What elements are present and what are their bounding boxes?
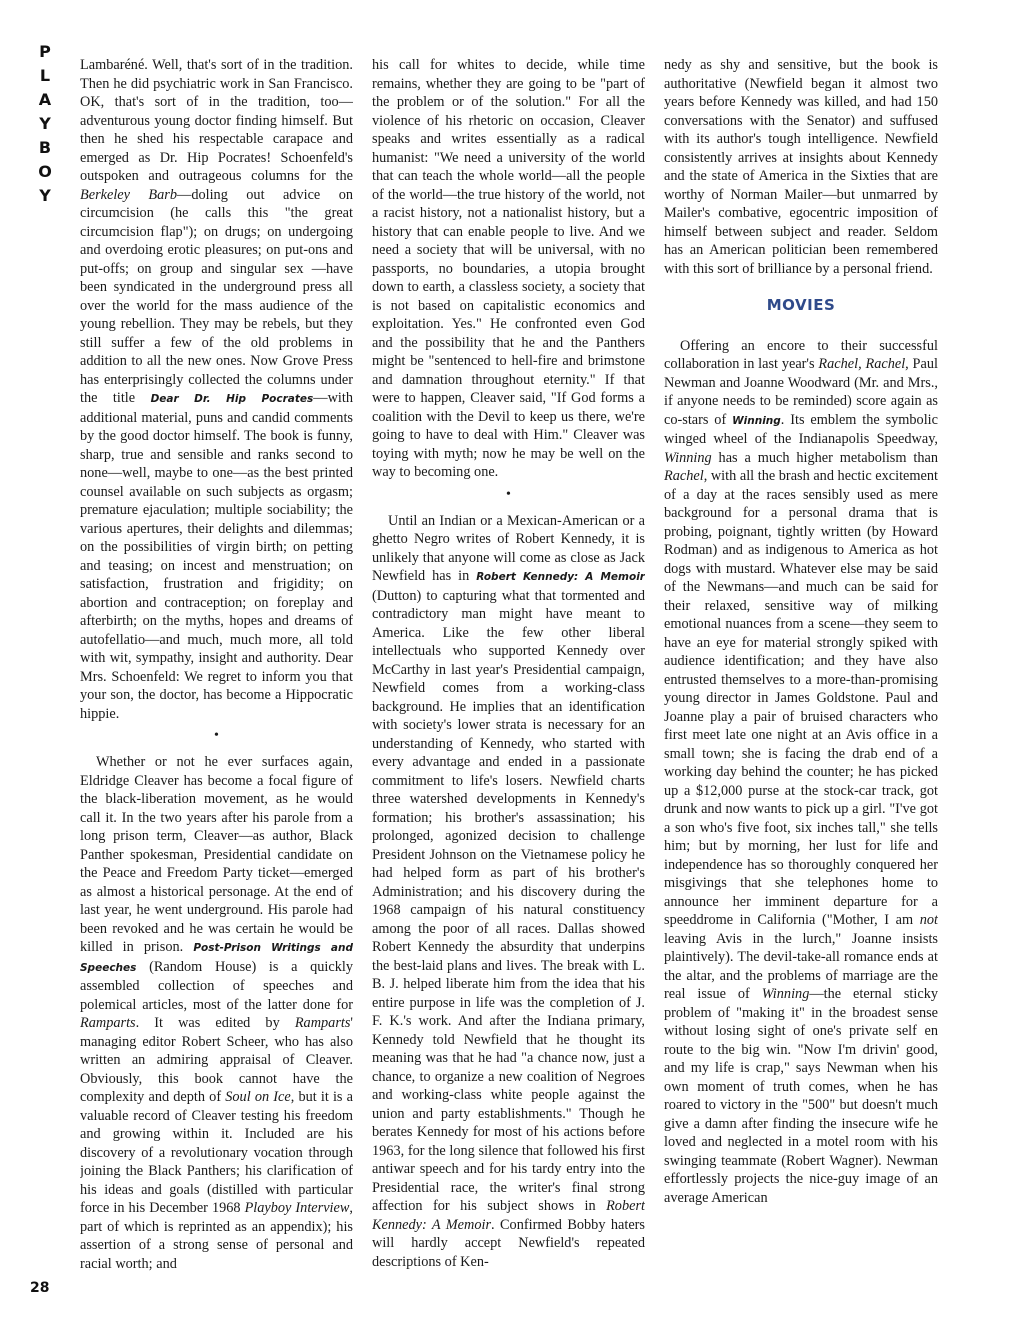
text-run: Whether or not he ever surfaces again, Eldridge Cleaver has become a focal figure of the black-liberation movement, as he would call it. In the two years after his parole from a long prison term, Cleaver—as author, Black Panther spokesman, Presidential candidate on the Peace and Freedom Party ticket—emerged as almost a historical personage. At the end of last year, he went underground. His parole had been revoked and he was certain he would be killed in prison.: [80, 754, 353, 955]
text-run: leaving Avis in the lurch," Joanne insists plaintively). The devil-take-all romance ends at the altar, and the problems of marriage are the real issue of: [664, 930, 938, 1002]
title-run: Berkeley Barb: [80, 186, 178, 203]
title-run: Winning: [732, 414, 781, 427]
title-run: Rachel: [664, 468, 704, 484]
page-number: 28: [30, 1280, 50, 1296]
title-run: Winning: [761, 986, 810, 1002]
masthead-letter: P: [39, 42, 51, 61]
title-run: Ramparts: [294, 1015, 351, 1031]
body-paragraph: [664, 337, 938, 1208]
title-run: Winning: [664, 449, 712, 466]
masthead-letter: Y: [39, 186, 51, 205]
magazine-masthead-vertical: [22, 40, 68, 208]
text-run: Until an Indian or a Mexican-American or a ghetto Negro writes of Robert Kennedy, it is unlikely that anyone will come as close as Jack Newfield has in: [372, 512, 645, 584]
text-column-2: [372, 56, 645, 1296]
title-run: Soul on Ice: [225, 1089, 291, 1105]
title-run: Rachel, Rachel: [818, 356, 906, 372]
masthead-letter: O: [38, 162, 52, 181]
masthead-letter: B: [38, 138, 52, 157]
title-run: Ramparts: [80, 1015, 136, 1031]
text-run: , Paul Newman and Joanne Woodward (Mr. and Mrs., if anyone needs to be reminded) score again as co-stars of: [664, 356, 938, 428]
body-paragraph: [80, 56, 353, 723]
text-run: —doling out advice on circumcision (he calls this "the great circumcision flap"); on drugs; on undergoing and overdoing erotic pleasures; on put-ons and put-offs; on group and singular sex —have been syndicated in the underground press all over the world for the mass audience of the young rebellion. They may be rebels, but they still suffer a few of the old problems in addition to all the new ones. Now Grove Press has enterprisingly collected the columns under the title: [80, 186, 353, 406]
text-run: —with additional material, puns and candid comments by the good doctor himself. The book is funny, sharp, true and sensible and ranks second to none—well, maybe to one—as the best printed counsel available on such subjects as orgasm; premature ejaculation; multiple sociability; the various apertures, their delights and dilemmas; on the possibilities of virgin birth; on petting and teasing; on incest and menstruation; on satisfaction, frustration and frigidity; on abortion and contraception; on foreplay and afterbirth; on the myths, hopes and dreams of autofellatio—and much, much more, all told with wit, sympathy, insight and authority. Dear Mrs. Schoenfeld: We regret to inform you that your son, the doctor, has become a Hippocratic hippie.: [80, 390, 353, 722]
text-column-3: [664, 56, 938, 1296]
text-run: Lambaréné. Well, that's sort of in the tradition. Then he did psychiatric work in San Francisco. OK, that's sort of in the tradition, too—adventurous young doctor finding himself. But then he shed his respectable carapace and emerged as Dr. Hip Pocrates! Schoenfeld's outspoken and outrageous columns for the: [80, 57, 353, 184]
text-run: (Dutton) to capturing what that tormented and contradictory man might have meant to America. Like the few other liberal intellectuals who supported Kennedy over McCarthy in last year's Presidential campaign, Newfield comes from a working-class background. He implies that an identification with society's lower strata is necessary for an understanding of Kennedy, who started with every advantage and ended in a passionate commitment to life's losers. Newfield charts three watershed developments in Kennedy's formation; his brother's assassination; his prolonged, agonized decision to challenge President Johnson on the Vietnamese policy he had helped form as part of his brother's Administration; and his discovery during the 1968 campaign of his natural constituency among the poor of all races. Dallas showed Robert Kennedy the absurdity that underpins the best-laid plans and lives. The break with L. B. J. helped liberate him from the idea that his entire purpose in life was the completion of J. F. K.'s work. And after the Indiana primary, Kennedy told Newfield that he thought its meaning was that he had "a chance now, just a chance, to organize a new coalition of Negroes and working-class white people against the union and party establishments." Though he berates Kennedy for most of his actions before 1963, for the long silence that followed his first antiwar speech and for his tardy entry into the Presidential race, the writer's final strong affection for his subject shows in: [372, 587, 645, 1214]
text-run: , part of which is reprinted as an appendix); his assertion of a strong sense of personal and racial worth; and: [80, 1200, 353, 1272]
text-run: (Random House) is a quickly assembled collection of speeches and polemical articles, most of the latter done for: [80, 958, 353, 1013]
body-paragraph: [372, 56, 645, 482]
masthead-letter: A: [38, 90, 52, 109]
body-paragraph: [372, 512, 645, 1272]
text-run: Offering an encore to their successful collaboration in last year's: [664, 337, 938, 372]
title-run: Robert Kennedy: A Memoir: [372, 1198, 645, 1233]
text-run: , but it is a valuable record of Cleaver testing his freedom and growing within it. Included are his discovery of a revolutionary vocation through joining the Black Panthers; his clarification of his ideas and goals (distilled with particular force in his December 1968: [80, 1089, 353, 1216]
masthead-letter: Y: [39, 114, 51, 133]
section-separator-bullet: •: [214, 728, 219, 743]
text-run: —the eternal sticky problem of "making it" in the broadest sense without losing sight of one's private self en route to the big win. "Now I'm drivin' good, and my life is crap," says Newman when his own moment of truth comes, when he has roared to victory in the "500" but doesn't much give a damn after finding the insecure wife he loved and neglected in a motel room with his swinging teammate (Robert Wagner). Newman effortlessly projects the nice-guy image of an average American: [664, 986, 938, 1206]
body-paragraph: [664, 56, 938, 278]
body-paragraph: [80, 753, 353, 1273]
text-run: . Its emblem the symbolic winged wheel of the Indianapolis Speedway,: [664, 411, 938, 447]
text-run: nedy as shy and sensitive, but the book is authoritative (Newfield began it almost two years before Kennedy was killed, and had 150 conversations with the Senator) and suffused with its author's tough intelligence. Newfield consistently arrives at insights about Kennedy and the state of America in the Sixties that are worthy of Norman Mailer—but unmarred by Mailer's combative, egocentric imposition of himself between subject and reader. Seldom has an American politician been remembered with this sort of brilliance by a personal friend.: [664, 57, 938, 277]
text-column-1: [80, 56, 353, 1296]
text-run: has a much higher metabolism than: [711, 449, 938, 466]
text-run: . It was edited by: [135, 1015, 295, 1031]
masthead-letter: L: [39, 66, 51, 85]
text-run: . Confirmed Bobby haters will hardly accept Newfield's repeated descriptions of Ken-: [372, 1216, 645, 1270]
text-run: , with all the brash and hectic excitement of a day at the races sensibly used as mere background for a personal drama that is probing, poignant, tightly written (by Howard Rodman) and as indigenous to America as hot dogs with mustard. Whatever else may be said of the Newmans—and much can be said for their relaxed, sensitive way of milking emotional nuances from a scene—they seem to have an eye for material strongly spiked with audience identification; and they have also entrusted themselves to a more-than-promising young director in James Goldstone. Paul and Joanne play a pair of bruised characters who first meet late one night at an Avis office in a small town; she is facing the drab end of a working day behind the counter; he has picked up a $12,000 purse at the stock-car track, got drunk and now wants to pick up a girl. "I've got a son who's five foot, six inches tall," she tells him; but by morning, her lust for life and independence has so thoroughly conquered her misgivings that she telephones home to announce her imminent departure for a speeddrome in California ("Mother, I am: [664, 468, 938, 928]
text-run: his call for whites to decide, while time remains, whether they are going to be "part of the problem or of the solution." For all the violence of his rhetoric on occasion, Cleaver speaks and writes essentially as a radical humanist: "We need a university of the world that can teach the whole world—all the people of the world—the true history of the world, not a racist history, not a nationalist history, but a history that can enable people to live. And we need a society that will be universal, with no passports, no boundaries, a utopia brought down to earth, a classless society, a society that is not based on capitalistic economics and exploitation. Yes." He confronted even God and the possibility that he and the Panthers might be "sentenced to hell-fire and brimstone and damnation throughout eternity." If that were to happen, Cleaver said, "If God forms a coalition with the Devil to keep us there, we're going to have to deal with Him." Cleaver was toying with myth; now he may be well on the way to becoming one.: [372, 57, 645, 480]
title-run: Dear Dr. Hip Pocrates: [150, 393, 314, 405]
title-run: Playboy Interview: [244, 1200, 350, 1216]
title-run: Robert Kennedy: A Memoir: [476, 571, 645, 583]
section-heading-movies: MOVIES: [766, 296, 836, 314]
title-run: Post-Prison Writings and Speeches: [80, 942, 353, 974]
text-run: ' managing editor Robert Scheer, who has also written an admiring appraisal of Cleaver. Obviously, this book cannot have the complexity and depth of: [80, 1015, 353, 1105]
section-separator-bullet: •: [506, 486, 511, 502]
title-run: not: [919, 912, 938, 928]
